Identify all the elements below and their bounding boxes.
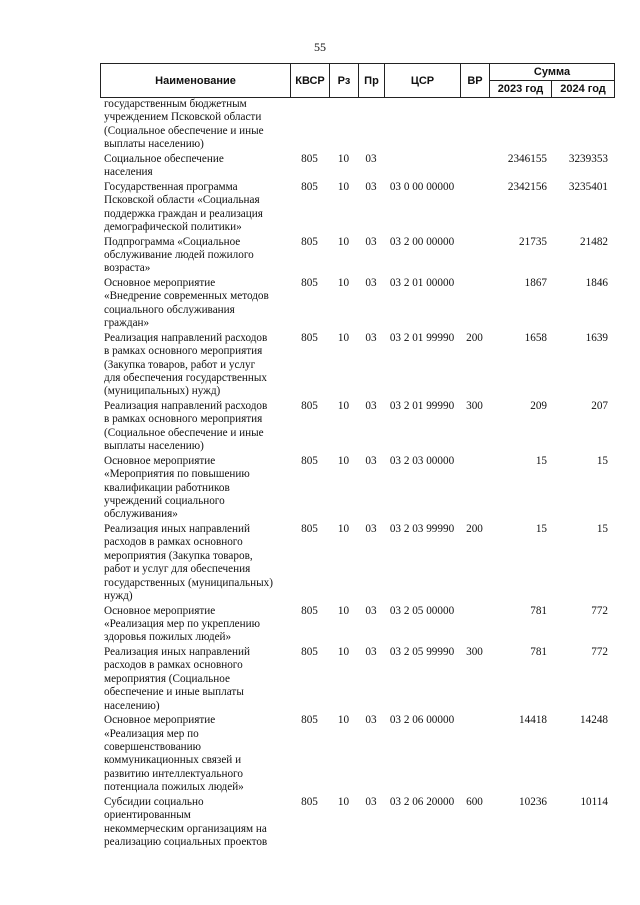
cell-name-line: учреждений социального: [104, 495, 225, 508]
cell-name-line: коммуникационных связей и: [104, 754, 242, 767]
header-vr: ВР: [460, 63, 490, 98]
cell-kvsr: 805: [301, 604, 318, 617]
cell-rz: 10: [337, 795, 350, 808]
cell-pr: 03: [365, 331, 377, 344]
cell-csr: 03 2 06 00000: [389, 714, 455, 727]
cell-kvsr: 805: [301, 795, 318, 808]
cell-name-line: обеспечение и иные выплаты: [104, 686, 244, 699]
cell-name-line: «Реализация мер по укреплению: [104, 618, 260, 630]
cell-name-line: Реализация иных направлений: [104, 646, 250, 658]
cell-name-line: обслуживания»: [104, 508, 178, 521]
cell-name: [104, 714, 286, 794]
cell-sum-2024: 1639: [585, 331, 608, 344]
cell-sum-2023: 1658: [524, 331, 547, 344]
cell-name-line: для обеспечения государственных: [104, 372, 268, 385]
cell-sum-2024: 1846: [585, 277, 608, 289]
cell-pr: 03: [365, 235, 377, 248]
cell-csr: 03 2 05 99990: [389, 646, 455, 658]
cell-sum-2024: 3235401: [568, 180, 608, 193]
cell-sum-2024: 772: [591, 646, 608, 658]
cell-name: [104, 455, 286, 522]
cell-name: [104, 236, 286, 276]
cell-name-line: Реализация иных направлений: [104, 523, 250, 535]
cell-name: [104, 153, 286, 180]
cell-csr: 03 2 01 99990: [389, 331, 455, 344]
cell-rz: 10: [337, 235, 350, 248]
cell-name: [104, 277, 286, 331]
cell-name-line: Государственная программа: [104, 180, 238, 193]
cell-pr: 03: [365, 277, 377, 289]
cell-name-line: Основное мероприятие: [104, 714, 216, 727]
cell-rz: 10: [337, 152, 350, 165]
cell-kvsr: 805: [301, 180, 318, 193]
cell-pr: 03: [365, 180, 377, 193]
cell-pr: 03: [365, 795, 377, 808]
cell-name-line: «Реализация мер по: [104, 727, 199, 740]
cell-name: [104, 646, 286, 713]
cell-name-line: нужд): [104, 590, 133, 603]
cell-csr: 03 2 03 00000: [389, 454, 455, 467]
cell-name-line: Социальное обеспечение: [104, 152, 224, 165]
cell-csr: 03 0 00 00000: [389, 180, 455, 193]
cell-name-line: реализацию социальных проектов: [104, 836, 268, 849]
cell-name-line: в рамках основного мероприятия: [104, 345, 263, 358]
cell-name: [104, 796, 286, 850]
cell-kvsr: 805: [301, 714, 318, 727]
cell-name-line: Псковской области «Социальная: [104, 194, 260, 207]
cell-rz: 10: [337, 454, 350, 467]
cell-name-line: потенциала пожилых людей»: [104, 781, 244, 794]
cell-sum-2023: 209: [530, 400, 547, 412]
cell-name-line: обслуживание людей пожилого: [104, 249, 254, 261]
header-rz: Рз: [329, 63, 359, 98]
cell-name-line: (муниципальных) нужд): [104, 385, 221, 398]
cell-pr: 03: [365, 604, 377, 617]
cell-rz: 10: [337, 604, 350, 617]
cell-name-line: возраста»: [104, 262, 151, 275]
cell-rz: 10: [337, 180, 350, 193]
cell-rz: 10: [337, 331, 350, 344]
cell-sum-2023: 781: [530, 646, 547, 658]
cell-name-line: Основное мероприятие: [104, 277, 216, 289]
cell-name-line: «Внедрение современных методов: [104, 290, 269, 303]
table-header: [100, 63, 615, 98]
cell-name-line: государственным бюджетным: [104, 98, 247, 110]
cell-sum-2023: 1867: [524, 277, 547, 289]
cell-name-line: работ и услуг для обеспечения: [104, 563, 251, 576]
cell-kvsr: 805: [301, 454, 318, 467]
cell-name: [104, 181, 286, 235]
cell-name-line: населения: [104, 166, 153, 179]
cell-pr: 03: [365, 152, 377, 165]
cell-name-line: мероприятия (Социальное: [104, 672, 230, 685]
cell-name-line: некоммерческим организациям на: [104, 822, 267, 835]
cell-kvsr: 805: [301, 152, 318, 165]
cell-kvsr: 805: [301, 277, 318, 289]
cell-vr: 200: [466, 331, 483, 344]
cell-name: [104, 523, 286, 603]
cell-name: [104, 332, 286, 399]
cell-name-line: (Закупка товаров, работ и услуг: [104, 358, 256, 371]
cell-name-line: демографической политики»: [104, 221, 242, 234]
cell-name-line: выплаты населению): [104, 440, 204, 453]
cell-name-line: «Мероприятия по повышению: [104, 468, 250, 481]
cell-kvsr: 805: [301, 646, 318, 658]
page-number: 55: [314, 40, 326, 54]
cell-vr: 200: [466, 523, 483, 535]
cell-kvsr: 805: [301, 331, 318, 344]
cell-sum-2023: 14418: [519, 714, 547, 727]
cell-name-line: поддержка граждан и реализация: [104, 207, 263, 220]
cell-csr: 03 2 01 00000: [389, 277, 455, 289]
cell-csr: 03 2 05 00000: [389, 604, 455, 617]
cell-name-line: государственных (муниципальных): [104, 576, 273, 589]
cell-kvsr: 805: [301, 400, 318, 412]
cell-sum-2023: 15: [535, 454, 547, 467]
cell-name-line: социального обслуживания: [104, 303, 235, 316]
cell-name-line: Реализация направлений расходов: [104, 400, 268, 412]
cell-pr: 03: [365, 454, 377, 467]
cell-sum-2024: 10114: [580, 795, 608, 808]
cell-csr: 03 2 03 99990: [389, 523, 455, 535]
cell-sum-2023: 15: [535, 523, 547, 535]
cell-name-line: ориентированным: [104, 809, 191, 822]
cell-sum-2024: 207: [591, 400, 608, 412]
cell-name-line: Основное мероприятие: [104, 454, 216, 467]
cell-sum-2024: 15: [596, 523, 608, 535]
header-2023: 2023 год: [489, 80, 552, 98]
header-2024: 2024 год: [551, 80, 615, 98]
cell-name-line: расходов в рамках основного: [104, 536, 243, 549]
cell-sum-2023: 2342156: [507, 180, 547, 193]
cell-csr: 03 2 00 00000: [389, 235, 455, 248]
cell-name-line: здоровья пожилых людей»: [104, 631, 232, 644]
header-name: Наименование: [100, 63, 291, 98]
cell-name-line: Субсидии социально: [104, 795, 204, 808]
cell-name-line: Основное мероприятие: [104, 604, 216, 617]
cell-name-line: выплаты населению): [104, 138, 204, 151]
cell-name-line: в рамках основного мероприятия: [104, 413, 263, 426]
cell-name-line: развитию интеллектуального: [104, 767, 243, 780]
header-csr: ЦСР: [384, 63, 461, 98]
cell-pr: 03: [365, 523, 377, 535]
cell-sum-2023: 781: [530, 604, 547, 617]
cell-sum-2023: 21735: [519, 235, 547, 248]
cell-name: [104, 605, 286, 645]
cell-name-line: мероприятия (Закупка товаров,: [104, 549, 253, 562]
cell-name-line: Подпрограмма «Социальное: [104, 235, 241, 248]
header-sum: Сумма: [489, 63, 615, 81]
header-pr: Пр: [358, 63, 385, 98]
cell-csr: 03 2 06 20000: [389, 795, 455, 808]
cell-sum-2024: 15: [596, 454, 608, 467]
cell-rz: 10: [337, 523, 350, 535]
cell-pr: 03: [365, 714, 377, 727]
cell-name: [104, 400, 286, 454]
cell-kvsr: 805: [301, 523, 318, 535]
cell-name-line: учреждением Псковской области: [104, 111, 262, 124]
cell-rz: 10: [337, 400, 350, 412]
cell-csr: 03 2 01 99990: [389, 400, 455, 412]
cell-name: [104, 98, 286, 152]
cell-sum-2024: 14248: [580, 714, 608, 727]
cell-name-line: (Социальное обеспечение и иные: [104, 124, 264, 137]
cell-pr: 03: [365, 400, 377, 412]
cell-rz: 10: [337, 277, 350, 289]
cell-sum-2023: 10236: [519, 795, 547, 808]
cell-name-line: расходов в рамках основного: [104, 659, 243, 672]
cell-vr: 300: [466, 646, 483, 658]
cell-name-line: населению): [104, 699, 160, 712]
header-kvsr: КВСР: [290, 63, 330, 98]
cell-pr: 03: [365, 646, 377, 658]
cell-name-line: совершенствованию: [104, 741, 201, 753]
cell-sum-2024: 772: [591, 604, 608, 617]
cell-name-line: (Социальное обеспечение и иные: [104, 426, 264, 439]
cell-vr: 600: [466, 795, 483, 808]
cell-sum-2024: 21482: [580, 235, 608, 248]
cell-name-line: граждан»: [104, 317, 150, 330]
cell-name-line: квалификации работников: [104, 481, 230, 494]
cell-rz: 10: [337, 646, 350, 658]
cell-name-line: Реализация направлений расходов: [104, 331, 268, 344]
cell-rz: 10: [337, 714, 350, 727]
cell-vr: 300: [466, 400, 483, 412]
cell-kvsr: 805: [301, 235, 318, 248]
cell-sum-2024: 3239353: [568, 152, 608, 165]
cell-sum-2023: 2346155: [507, 152, 547, 165]
